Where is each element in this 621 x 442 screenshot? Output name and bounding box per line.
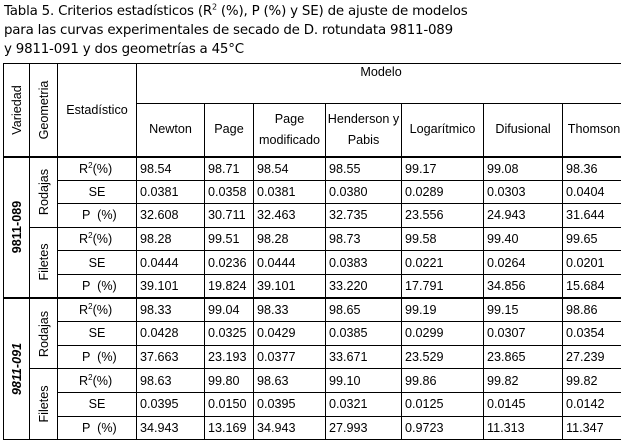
- value-cell: 0.0264: [484, 251, 563, 275]
- value-cell: 99.08: [484, 157, 563, 181]
- value-cell: 39.101: [254, 274, 326, 298]
- header-model-page: Page: [205, 104, 254, 157]
- value-cell: 98.63: [137, 369, 205, 393]
- value-cell: 98.33: [137, 298, 205, 322]
- value-cell: 0.0395: [254, 392, 326, 416]
- value-cell: 13.169: [205, 416, 254, 440]
- stat-label-r2: [58, 227, 137, 251]
- caption-line-1: Tabla 5. Criterios estadísticos ($R^2$ (%), P (%) y SE) de ajuste de modelos: [4, 2, 468, 19]
- value-cell: 0.0289: [402, 180, 484, 204]
- value-cell: 99.65: [563, 227, 621, 251]
- value-cell: 0.0145: [484, 392, 563, 416]
- value-cell: 0.0299: [402, 322, 484, 346]
- value-cell: 98.65: [326, 298, 402, 322]
- value-cell: 0.0150: [205, 392, 254, 416]
- value-cell: 98.71: [205, 157, 254, 181]
- header-model-henderson-y-pabis: Henderson y Pabis: [326, 104, 402, 157]
- header-modelo: Modelo: [137, 64, 621, 104]
- geometria-label: Rodajas: [36, 169, 51, 216]
- value-cell: 17.791: [402, 274, 484, 298]
- value-cell: 0.0321: [326, 392, 402, 416]
- value-cell: 31.644: [563, 204, 621, 228]
- value-cell: 99.82: [484, 369, 563, 393]
- value-cell: 0.0429: [254, 322, 326, 346]
- value-cell: 0.9723: [402, 416, 484, 440]
- header-model-newton: Newton: [137, 104, 205, 157]
- geometria-cell: [30, 227, 58, 298]
- value-cell: 0.0380: [326, 180, 402, 204]
- value-cell: 0.0381: [254, 180, 326, 204]
- variedad-cell: [4, 298, 30, 440]
- stat-label-p: P (%): [58, 204, 137, 228]
- value-cell: 39.101: [137, 274, 205, 298]
- table-row: [4, 227, 621, 251]
- caption-line-2: para las curvas experimentales de secado de D. rotundata 9811-089: [4, 23, 453, 38]
- stat-label-r2: [58, 298, 137, 322]
- stat-r2-sup: 2: [88, 301, 93, 311]
- geometria-cell: [30, 157, 58, 228]
- value-cell: 19.824: [205, 274, 254, 298]
- value-cell: 99.58: [402, 227, 484, 251]
- stat-r2-sup: 2: [88, 372, 93, 382]
- table-row: [4, 345, 621, 369]
- value-cell: 98.63: [254, 369, 326, 393]
- stat-r2-tail: (%): [92, 373, 113, 388]
- value-cell: 0.0377: [254, 345, 326, 369]
- header-estadistico: Estadístico: [58, 64, 137, 157]
- value-cell: 32.735: [326, 204, 402, 228]
- value-cell: 0.0444: [254, 251, 326, 275]
- header-geometria: Geometria: [30, 64, 58, 157]
- value-cell: 24.943: [484, 204, 563, 228]
- stat-label-se: SE: [58, 180, 137, 204]
- table-row: [4, 274, 621, 298]
- value-cell: 99.80: [205, 369, 254, 393]
- value-cell: 0.0201: [563, 251, 621, 275]
- value-cell: 0.0383: [326, 251, 402, 275]
- stat-r2-sup: 2: [88, 230, 93, 240]
- table-row: [4, 369, 621, 393]
- geometria-label: Filetes: [36, 243, 51, 281]
- value-cell: 0.0125: [402, 392, 484, 416]
- value-cell: 0.0444: [137, 251, 205, 275]
- stat-r2-base: R: [79, 232, 89, 247]
- value-cell: 23.193: [205, 345, 254, 369]
- value-cell: 34.943: [254, 416, 326, 440]
- value-cell: 23.865: [484, 345, 563, 369]
- header-model-logaritmico: Logarítmico: [402, 104, 484, 157]
- variedad-label: 9811-091: [9, 342, 24, 396]
- header-model-page-modificado: Page modificado: [254, 104, 326, 157]
- value-cell: 99.82: [563, 369, 621, 393]
- value-cell: 99.19: [402, 298, 484, 322]
- stat-r2-tail: (%): [92, 303, 113, 318]
- value-cell: 37.663: [137, 345, 205, 369]
- value-cell: 99.17: [402, 157, 484, 181]
- value-cell: 0.0358: [205, 180, 254, 204]
- value-cell: 98.55: [326, 157, 402, 181]
- table-row: [4, 180, 621, 204]
- value-cell: 98.73: [326, 227, 402, 251]
- value-cell: 23.556: [402, 204, 484, 228]
- value-cell: 98.33: [254, 298, 326, 322]
- stat-r2-base: R: [79, 161, 89, 176]
- value-cell: 98.36: [563, 157, 621, 181]
- table-row: [4, 416, 621, 440]
- value-cell: 0.0381: [137, 180, 205, 204]
- table-row: [4, 204, 621, 228]
- variedad-cell: [4, 157, 30, 299]
- value-cell: 34.856: [484, 274, 563, 298]
- stat-r2-tail: (%): [92, 232, 113, 247]
- stat-r2-base: R: [79, 373, 89, 388]
- table-caption: [4, 2, 616, 59]
- geometria-cell: [30, 298, 58, 369]
- stat-label-se: SE: [58, 392, 137, 416]
- header-model-thomson: Thomson: [563, 104, 621, 157]
- value-cell: 32.463: [254, 204, 326, 228]
- value-cell: 98.54: [254, 157, 326, 181]
- value-cell: 27.993: [326, 416, 402, 440]
- value-cell: 23.529: [402, 345, 484, 369]
- header-model-difusional: Difusional: [484, 104, 563, 157]
- table-row: [4, 251, 621, 275]
- caption-line-3: y 9811-091 y dos geometrías a 45°C: [4, 42, 244, 57]
- geometria-label: Rodajas: [36, 310, 51, 357]
- value-cell: 0.0325: [205, 322, 254, 346]
- value-cell: 98.28: [254, 227, 326, 251]
- value-cell: 27.239: [563, 345, 621, 369]
- value-cell: 33.671: [326, 345, 402, 369]
- value-cell: 32.608: [137, 204, 205, 228]
- table-row: [4, 392, 621, 416]
- stat-label-p: P (%): [58, 274, 137, 298]
- stat-r2-sup: 2: [88, 160, 93, 170]
- value-cell: 98.86: [563, 298, 621, 322]
- geometria-label: Filetes: [36, 385, 51, 423]
- value-cell: 11.313: [484, 416, 563, 440]
- value-cell: 30.711: [205, 204, 254, 228]
- stat-label-p: P (%): [58, 345, 137, 369]
- header-variedad: Variedad: [4, 64, 30, 157]
- value-cell: 99.15: [484, 298, 563, 322]
- variedad-label: 9811-089: [9, 201, 24, 254]
- stat-r2-tail: (%): [92, 161, 113, 176]
- stat-label-p: P (%): [58, 416, 137, 440]
- stat-r2-base: R: [79, 303, 89, 318]
- value-cell: 15.684: [563, 274, 621, 298]
- value-cell: 99.86: [402, 369, 484, 393]
- stat-label-r2: [58, 157, 137, 181]
- stat-label-se: SE: [58, 322, 137, 346]
- value-cell: 99.10: [326, 369, 402, 393]
- value-cell: 0.0236: [205, 251, 254, 275]
- value-cell: 99.51: [205, 227, 254, 251]
- statistics-table: [3, 63, 621, 440]
- value-cell: 0.0307: [484, 322, 563, 346]
- value-cell: 0.0303: [484, 180, 563, 204]
- table-row: [4, 322, 621, 346]
- value-cell: 0.0142: [563, 392, 621, 416]
- table-row: [4, 298, 621, 322]
- geometria-cell: [30, 369, 58, 440]
- value-cell: 98.28: [137, 227, 205, 251]
- value-cell: 99.40: [484, 227, 563, 251]
- value-cell: 33.220: [326, 274, 402, 298]
- value-cell: 98.54: [137, 157, 205, 181]
- table-row: [4, 157, 621, 181]
- value-cell: 0.0385: [326, 322, 402, 346]
- stat-label-se: SE: [58, 251, 137, 275]
- value-cell: 0.0404: [563, 180, 621, 204]
- value-cell: 0.0428: [137, 322, 205, 346]
- value-cell: 99.04: [205, 298, 254, 322]
- value-cell: 34.943: [137, 416, 205, 440]
- value-cell: 0.0354: [563, 322, 621, 346]
- value-cell: 11.347: [563, 416, 621, 440]
- value-cell: 0.0221: [402, 251, 484, 275]
- value-cell: 0.0395: [137, 392, 205, 416]
- stat-label-r2: [58, 369, 137, 393]
